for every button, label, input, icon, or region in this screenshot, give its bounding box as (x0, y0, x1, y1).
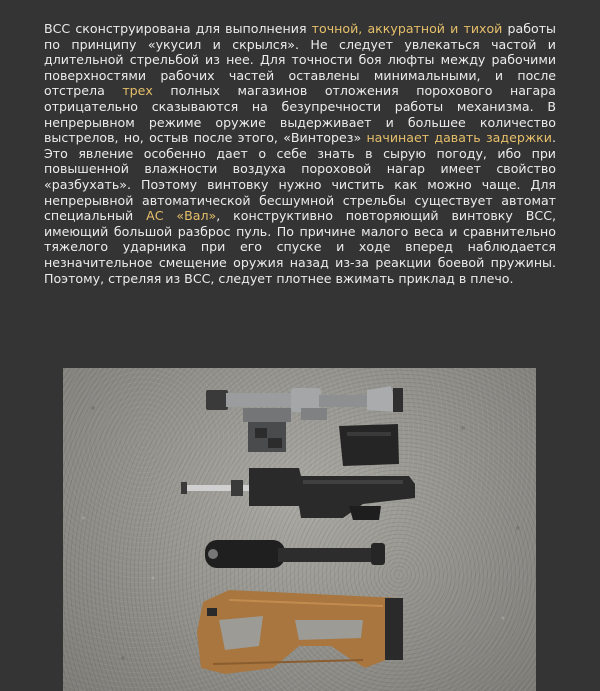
wooden-stock-part (197, 590, 403, 674)
text-segment: работы по принципу «укусил и скрылся». Не следует увлекаться частой и длительной стрельбой из нее. Для точности боя люфты между рабочими поверхностями рабочих частей оставлены минимальными, и после отстрела (44, 21, 556, 99)
text-segment: полных магазинов отложения порохового нагара отрицательно сказываются на безупречности работы механизма. В непрерывном режиме оружие выдерживает и большее количество выстрелов, но, остыв после этого, «Винторез» (44, 83, 556, 146)
text-segment: ВСС сконструирована для выполнения (44, 21, 312, 36)
text-segment: . Это явление особенно дает о себе знать в сырую погоду, ибо при повышенной влажности воздуха пороховой нагар имеет свойство «разбухать». Поэтому винтовку нужно чистить как можно чаще. Для непрерывной автоматической бесшумной стрельбы существует автомат специальный (44, 130, 556, 224)
magazine-part (339, 424, 399, 466)
text-segment: , конструктивно повторяющий винтовку ВСС, имеющий большой разброс пуль. По причине малого веса и сравнительно тяжелого ударника при его спуске и ходе вперед наблюдается незначительное смещение оружия назад из-за реакции боевой пружины. Поэтому, стреляя из ВСС, следует плотнее вжимать приклад в плечо. (44, 208, 556, 286)
highlight-link-precise-work[interactable]: точной, аккуратной и тихой (311, 21, 503, 36)
highlight-link-three[interactable]: трех (122, 83, 153, 99)
disassembled-rifle-photo (63, 368, 536, 691)
highlight-link-as-val[interactable]: АС «Вал» (146, 208, 217, 224)
highlight-link-jams[interactable]: начинает давать задержки (366, 130, 552, 146)
article-text (44, 21, 556, 286)
suppressor-part (205, 540, 385, 568)
receiver-part (181, 468, 415, 520)
